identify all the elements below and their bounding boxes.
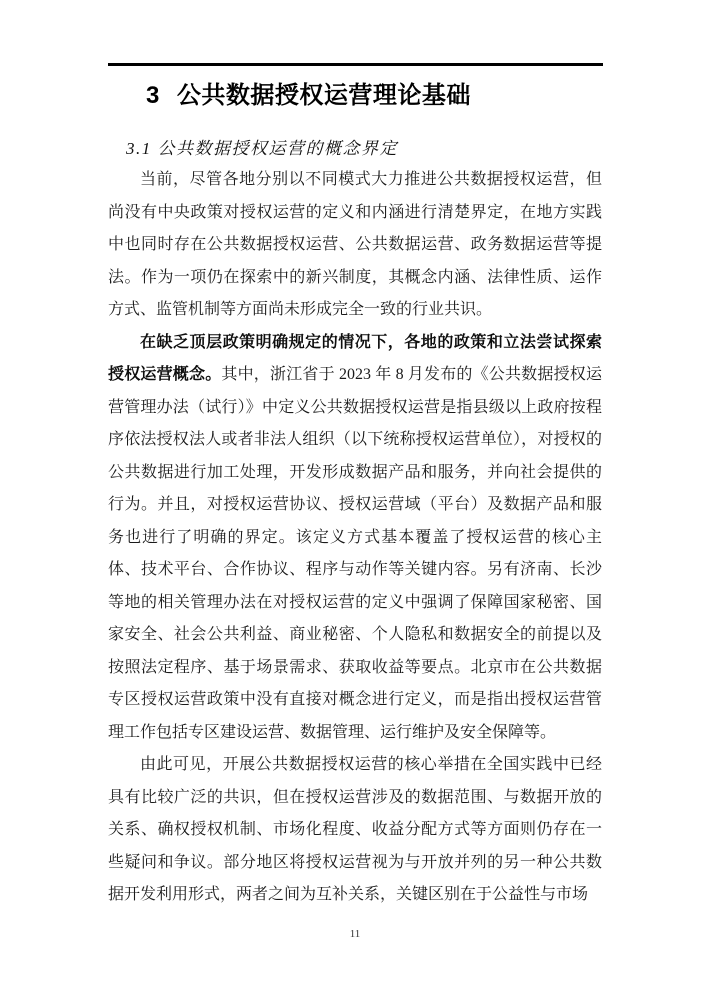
chapter-title: 公共数据授权运营理论基础 xyxy=(176,82,471,109)
paragraph-2-text: 其中，浙江省于 2023 年 8 月发布的《公共数据授权运营管理办法（试行）》中定义公共数据授权运营是指县级以上政府按程序依法授权法人或者非法人组织（以下统称授权运营单位），对授权的公共数据进行加工处理，开发形成数据产品和服务，并向社会提供的行为。并且，对授权运营协议、授权运营域（平台）及数据产品和服务也进行了明确的界定。该定义方式基本覆盖了授权运营的核心主体、技术平台、合作协议、程序与动作等关键内容。另有济南、长沙等地的相关管理办法在对授权运营的定义中强调了保障国家秘密、国家安全、社会公共利益、商业秘密、个人隐私和数据安全的前提以及按照法定程序、基于场景需求、获取收益等要点。北京市在公共数据专区授权运营政策中没有直接对概念进行定义，而是指出授权运营管理工作包括专区建设运营、数据管理、运行维护及安全保障等。 xyxy=(108,366,602,741)
paragraph-2-bold-lead: 在缺乏顶层政策明确规定的情况下，各地的政策和立法尝试探索授权运营概念。 xyxy=(108,333,602,383)
header-divider-rule xyxy=(108,63,603,66)
paragraph-3: 由此可见，开展公共数据授权运营的核心举措在全国实践中已经具有比较广泛的共识，但在授权运营涉及的数据范围、与数据开放的关系、确权授权机制、市场化程度、收益分配方式等方面则仍存在一些疑问和争议。部分地区将授权运营视为与开放并列的另一种公共数据开发利用形式，两者之间为互补关系，关键区别在于公益性与市场 xyxy=(108,756,602,903)
paragraph-2 xyxy=(108,327,602,750)
paragraph-1: 当前，尽管各地分别以不同模式大力推进公共数据授权运营，但尚没有中央政策对授权运营的定义和内涵进行清楚界定，在地方实践中也同时存在公共数据授权运营、公共数据运营、政务数据运营等提法。作为一项仍在探索中的新兴制度，其概念内涵、法律性质、运作方式、监管机制等方面尚未形成完全一致的行业共识。 xyxy=(108,171,602,318)
section-heading: 3.1 公共数据授权运营的概念界定 xyxy=(126,139,398,158)
body-text-block xyxy=(108,164,602,912)
page-number: 11 xyxy=(349,928,361,940)
chapter-number: 3 xyxy=(146,82,160,109)
chapter-heading xyxy=(146,81,471,111)
page-footer xyxy=(0,927,710,941)
